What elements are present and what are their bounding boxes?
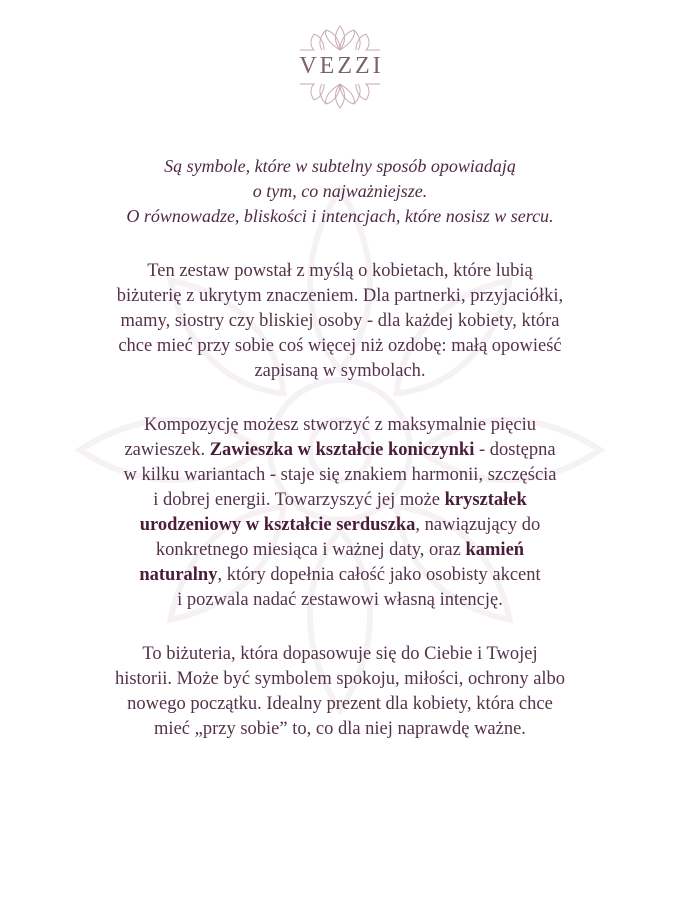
text-run: , który dopełnia całość jako osobisty akcent <box>217 565 541 585</box>
highlight-clover-charm: Zawieszka w kształcie koniczynki <box>209 440 475 460</box>
text-run: konkretnego miesiąca i ważnej daty, oraz <box>155 540 466 560</box>
text-run: zawieszek. <box>124 440 210 460</box>
paragraph-line: To biżuteria, która dopasowuje się do Ciebie i Twojej <box>142 644 538 664</box>
paragraph-line: chce mieć przy sobie coś więcej niż ozdobę: małą opowieść <box>118 336 562 356</box>
intro-line: O równowadze, bliskości i intencjach, które nosisz w sercu. <box>126 206 554 226</box>
intro-line: Są symbole, które w subtelny sposób opowiadają <box>164 156 516 176</box>
paragraph-line <box>40 563 640 588</box>
paragraph-line: nowego początku. Idealny prezent dla kobiety, która chce <box>127 694 553 714</box>
paragraph-line: mamy, siostry czy bliskiej osoby - dla każdej kobiety, która <box>120 311 560 331</box>
paragraph-line: zapisaną w symbolach. <box>254 361 426 381</box>
paragraph-composition <box>40 413 640 613</box>
paragraph-line: historii. Może być symbolem spokoju, miłości, ochrony albo <box>114 669 566 689</box>
highlight-birthstone-crystal: kryształek <box>444 490 527 510</box>
intro-line: o tym, co najważniejsze. <box>252 181 428 201</box>
brand-logo <box>290 22 390 112</box>
paragraph-line <box>40 538 640 563</box>
paragraph-line <box>40 438 640 463</box>
intro-tagline <box>40 154 640 229</box>
description-content <box>40 154 640 742</box>
text-run: , nawiązujący do <box>415 515 541 535</box>
paragraph-line: mieć „przy sobie” to, co dla niej naprawdę ważne. <box>154 719 526 739</box>
paragraph-intended-for <box>40 259 640 384</box>
highlight-natural-stone: kamień <box>465 540 525 560</box>
paragraph-line <box>40 488 640 513</box>
paragraph-line: w kilku wariantach - staje się znakiem harmonii, szczęścia <box>123 465 557 485</box>
highlight-natural-stone: naturalny <box>139 565 218 585</box>
text-run: i dobrej energii. Towarzyszyć jej może <box>153 490 445 510</box>
text-run: - dostępna <box>474 440 556 460</box>
paragraph-line: biżuterię z ukrytym znaczeniem. Dla partnerki, przyjaciółki, <box>116 286 564 306</box>
paragraph-gift <box>40 642 640 742</box>
paragraph-line: i pozwala nadać zestawowi własną intencję. <box>177 590 503 610</box>
paragraph-line: Ten zestaw powstał z myślą o kobietach, które lubią <box>147 261 533 281</box>
brand-name: VEZZI <box>299 53 384 79</box>
paragraph-line: Kompozycję możesz stworzyć z maksymalnie pięciu <box>144 415 536 435</box>
paragraph-line <box>40 513 640 538</box>
highlight-birthstone-crystal: urodzeniowy w kształcie serduszka <box>139 515 416 535</box>
